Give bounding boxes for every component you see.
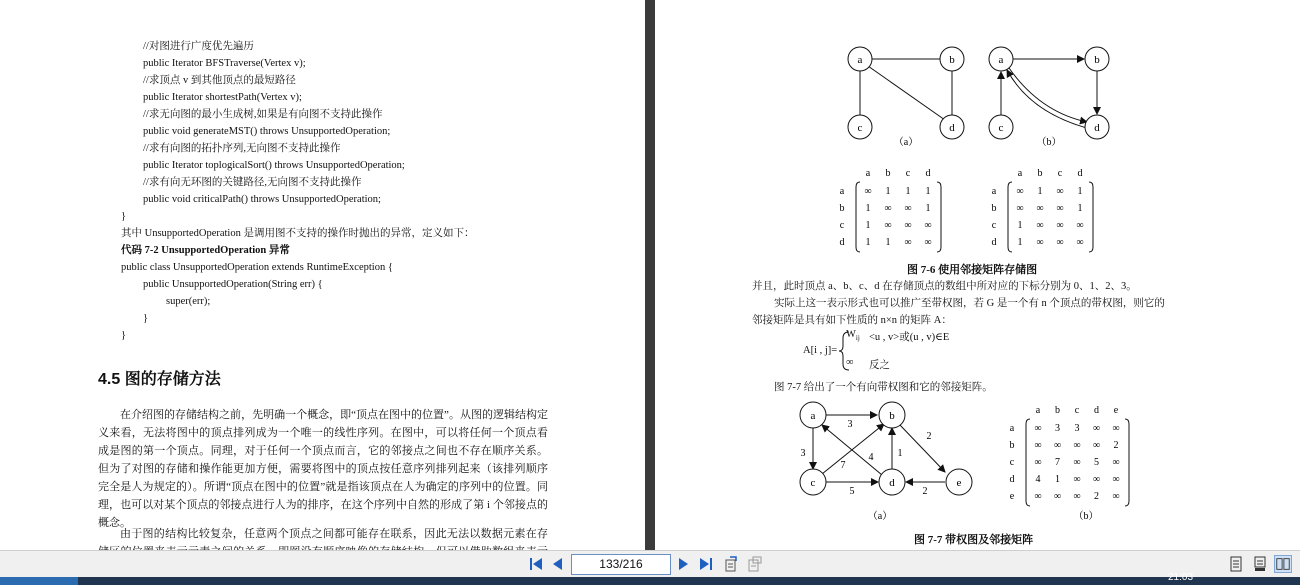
matrix-cell: 1 [1037,186,1043,197]
matrix-cell: 1 [865,203,871,214]
code-line: //对图进行广度优先遍历 [143,41,254,52]
formula-condition-2: 反之 [869,360,890,371]
code-close-brace: } [121,211,127,222]
matrix-bracket-right [1089,182,1093,252]
matrix-column-header: b [885,168,891,179]
exception-note: 其中 UnsupportedOperation 是调用图不支持的操作时抛出的异常，定义如下： [121,228,475,239]
matrix-cell: 1 [1017,220,1023,231]
matrix-cell: 7 [1055,457,1060,468]
subfigure-label: （a） [867,511,893,522]
matrix-cell: 2 [1113,440,1119,451]
matrix-cell: ∞ [904,220,912,231]
code-line: public Iterator shortestPath(Vertex v); [143,92,302,103]
text-line-1: 并且，此时顶点 a、b、c、d 在存储顶点的数组中所对应的下标分别为 0、1、2、3。 [752,281,1137,292]
matrix-cell: ∞ [1112,491,1120,502]
matrix-cell: ∞ [1092,440,1101,451]
matrix-cell: ∞ [924,237,932,248]
figure-7-7-graph [795,398,995,526]
matrix-cell: 5 [1094,457,1099,468]
undirected-graph [848,47,964,148]
matrix-cell: 1 [905,186,911,197]
matrix-cell: 1 [925,203,931,214]
code-line: public UnsupportedOperation(String err) { [143,279,323,290]
vertex-label: b [949,54,955,66]
vertex-label: d [889,477,895,489]
matrix-row-header: d [839,237,845,248]
matrix-bracket-left [1026,419,1030,506]
vertex-label: d [1094,122,1100,134]
matrix-cell: 1 [1017,237,1023,248]
matrix-cell: 1 [1055,474,1060,485]
figure-7-7-matrix [1010,400,1170,525]
matrix-row-header: b [991,203,997,214]
right-page [655,0,1300,550]
next-page-button[interactable] [674,555,692,573]
single-page-view-icon[interactable] [1227,555,1245,573]
matrix-column-header: c [905,168,911,179]
matrix-column-header: a [865,168,871,179]
matrix-cell: ∞ [1036,237,1044,248]
matrix-cell: 1 [865,237,871,248]
code-line: public Iterator toplogicalSort() throws UnsupportedOperation; [143,160,405,171]
matrix-bracket-left [856,182,860,252]
vertex-label: c [810,477,816,489]
matrix-row-header: b [1009,440,1015,451]
edge-weight: 5 [849,486,855,497]
rotate-page-icon[interactable] [722,555,740,573]
matrix-cell: ∞ [1053,440,1062,451]
matrix-bracket-left [1008,182,1012,252]
vertex-label: d [949,122,955,134]
text-line-3: 邻接矩阵是具有如下性质的 n×n 的矩阵 A： [752,315,952,326]
matrix-cell: ∞ [1073,491,1081,502]
text-line-4: 图 7-7 给出了一个有向带权图和它的邻接矩阵。 [774,382,993,393]
matrix-cell: 3 [1055,423,1060,434]
edge-weight: 3 [847,419,853,430]
matrix-cell: ∞ [864,186,872,197]
code-line: //求顶点 v 到其他顶点的最短路径 [143,75,296,86]
formula-condition-1: <u , v>或(u , v)∈E [869,332,950,343]
matrix-row-header: c [991,220,997,231]
page-settings-icon[interactable] [746,555,764,573]
continuous-view-icon[interactable] [1251,555,1269,573]
reader-toolbar [0,550,1300,578]
matrix-bracket-right [1125,419,1129,506]
figure-7-6-caption: 图 7-6 使用邻接矩阵存储图 [907,264,1038,276]
code-line: public void generateMST() throws UnsupportedOperation; [143,126,391,137]
matrix-cell: 1 [1077,186,1083,197]
vertex-label: a [998,54,1004,66]
matrix-cell: ∞ [924,220,932,231]
figure-7-6-matrices [840,163,1120,253]
vertex-label: a [810,410,816,422]
matrix-cell: ∞ [1053,491,1062,502]
matrix-cell: ∞ [1056,203,1064,214]
left-page [0,0,645,550]
taskbar-active-app[interactable] [0,577,78,585]
matrix-column-header: c [1057,168,1063,179]
first-page-button[interactable] [527,555,545,573]
edge-weight: 3 [800,448,806,459]
code-line: public class UnsupportedOperation extends RuntimeException { [121,262,393,273]
code-line: super(err); [166,296,211,307]
matrix-cell: 1 [865,220,871,231]
code-title: 代码 7-2 UnsupportedOperation 异常 [121,245,290,256]
matrix-cell: ∞ [1076,237,1084,248]
matrix-row-header: a [1009,423,1015,434]
matrix-cell: ∞ [1034,440,1042,451]
matrix-cell: ∞ [904,203,912,214]
matrix-cell: ∞ [1092,474,1101,485]
taskbar [0,572,1300,585]
section-heading: 4.5 图的存储方法 [98,371,221,388]
matrix-column-header: b [1037,168,1043,179]
matrix-cell: ∞ [884,220,892,231]
matrix-column-header: e [1113,405,1119,416]
matrix-column-header: d [925,168,931,179]
code-line: public void criticalPath() throws UnsupportedOperation; [143,194,381,205]
weighted-adjacency-matrix [1010,405,1130,506]
code-line: //求无向图的最小生成树,如果是有向图不支持此操作 [143,109,383,120]
code-line: //求有向图的拓扑序列,无向图不支持此操作 [143,143,341,154]
matrix-bracket-right [937,182,941,252]
matrix-row-header: d [991,237,997,248]
adjacency-matrix-a [840,168,942,252]
subfigure-label: （a） [893,137,919,148]
matrix-cell: 1 [1077,203,1083,214]
figure-7-6-graphs [835,40,1125,150]
paragraph-1: 在介绍图的存储结构之前，先明确一个概念，即“顶点在图中的位置”。从图的逻辑结构定义来看，无法将图中的顶点排列成为一个唯一的线性序列。在图中，可以将任何一个顶点看成是图的第一个顶点。同理，对于任何一个顶点而言，它的邻接点之间也不存在顺序关系。但为了对图的存储和操作能更加方便，需要将图中的顶点按任意序列排列起来（该排列顺序完全是人为规定的）。所谓“顶点在图中的位置”就是指该顶点在人为确定的序列中的位置。同理，也可以对某个顶点的邻接点进行人为的排序，在这个序列中自然的形成了第 i 个邻接点的概念。 [98,409,548,529]
matrix-cell: ∞ [1036,220,1044,231]
matrix-cell: ∞ [1092,423,1101,434]
vertex-label: b [889,410,895,422]
page-number-input[interactable]: 133/216 [571,554,671,575]
matrix-cell: 2 [1094,491,1099,502]
matrix-cell: ∞ [884,203,892,214]
matrix-cell: ∞ [1076,220,1084,231]
matrix-cell: ∞ [904,237,912,248]
last-page-button[interactable] [697,555,715,573]
vertex-label: a [857,54,863,66]
formula-lhs: A[i , j]= [803,345,838,356]
edge-weight: 4 [868,452,874,463]
edge-weight: 2 [922,486,928,497]
matrix-cell: ∞ [1112,423,1120,434]
matrix-cell: ∞ [1016,186,1024,197]
edge-weight: 2 [926,431,932,442]
vertex-label: c [998,122,1004,134]
matrix-row-header: e [1009,491,1015,502]
matrix-cell: ∞ [1034,423,1042,434]
matrix-cell: ∞ [1034,457,1042,468]
subfigure-label: （b） [1073,511,1099,522]
vertex-label: c [857,122,863,134]
matrix-cell: ∞ [1112,474,1120,485]
matrix-column-header: c [1074,405,1080,416]
formula-weight: $W_{ij}$ [846,329,860,343]
matrix-cell: ∞ [1073,474,1081,485]
matrix-column-header: d [1094,405,1099,416]
two-page-view-icon[interactable] [1274,555,1292,573]
matrix-cell: ∞ [1073,440,1081,451]
matrix-cell: ∞ [1034,491,1042,502]
matrix-cell: ∞ [1056,186,1064,197]
matrix-row-header: c [839,220,845,231]
matrix-cell: 1 [925,186,931,197]
vertex-label: e [956,477,962,489]
matrix-column-header: b [1055,405,1060,416]
adjacency-matrix-b [992,168,1094,252]
matrix-cell: 3 [1074,423,1080,434]
matrix-row-header: b [839,203,845,214]
taskbar-clock: 21:03 [1168,572,1194,583]
matrix-row-header: a [991,186,997,197]
matrix-row-header: a [839,186,845,197]
matrix-column-header: a [1017,168,1023,179]
matrix-cell: 1 [885,186,891,197]
code-line: } [143,313,149,324]
matrix-cell: 1 [885,237,891,248]
matrix-cell: ∞ [1056,237,1064,248]
matrix-cell: ∞ [1056,220,1064,231]
matrix-cell: ∞ [1112,457,1120,468]
code-line: public Iterator BFSTraverse(Vertex v); [143,58,306,69]
matrix-cell: ∞ [1073,457,1081,468]
matrix-row-header: d [1009,474,1015,485]
code-line: } [121,330,127,341]
code-line: //求有向无环图的关键路径,无向图不支持此操作 [143,177,362,188]
paragraph-2: 由于图的结构比较复杂，任意两个顶点之间都可能存在联系，因此无法以数据元素在存 [120,528,548,540]
matrix-column-header: d [1077,168,1083,179]
matrix-cell: ∞ [1036,203,1044,214]
text-line-2: 实际上这一表示形式也可以推广至带权图，若 G 是一个有 n 个顶点的带权图，则它的 [774,298,1165,309]
matrix-cell: ∞ [1016,203,1024,214]
matrix-row-header: c [1009,457,1015,468]
edge-weight: 1 [897,448,903,459]
formula-infinity: ∞ [846,357,854,368]
matrix-column-header: a [1035,405,1041,416]
matrix-cell: 4 [1035,474,1041,485]
page-gutter [645,0,655,550]
subfigure-label: （b） [1036,137,1062,148]
edge-weight: 7 [840,460,846,471]
directed-graph [989,47,1109,148]
previous-page-button[interactable] [549,555,567,573]
figure-7-7-caption: 图 7-7 带权图及邻接矩阵 [914,534,1034,546]
vertex-label: b [1094,54,1100,66]
